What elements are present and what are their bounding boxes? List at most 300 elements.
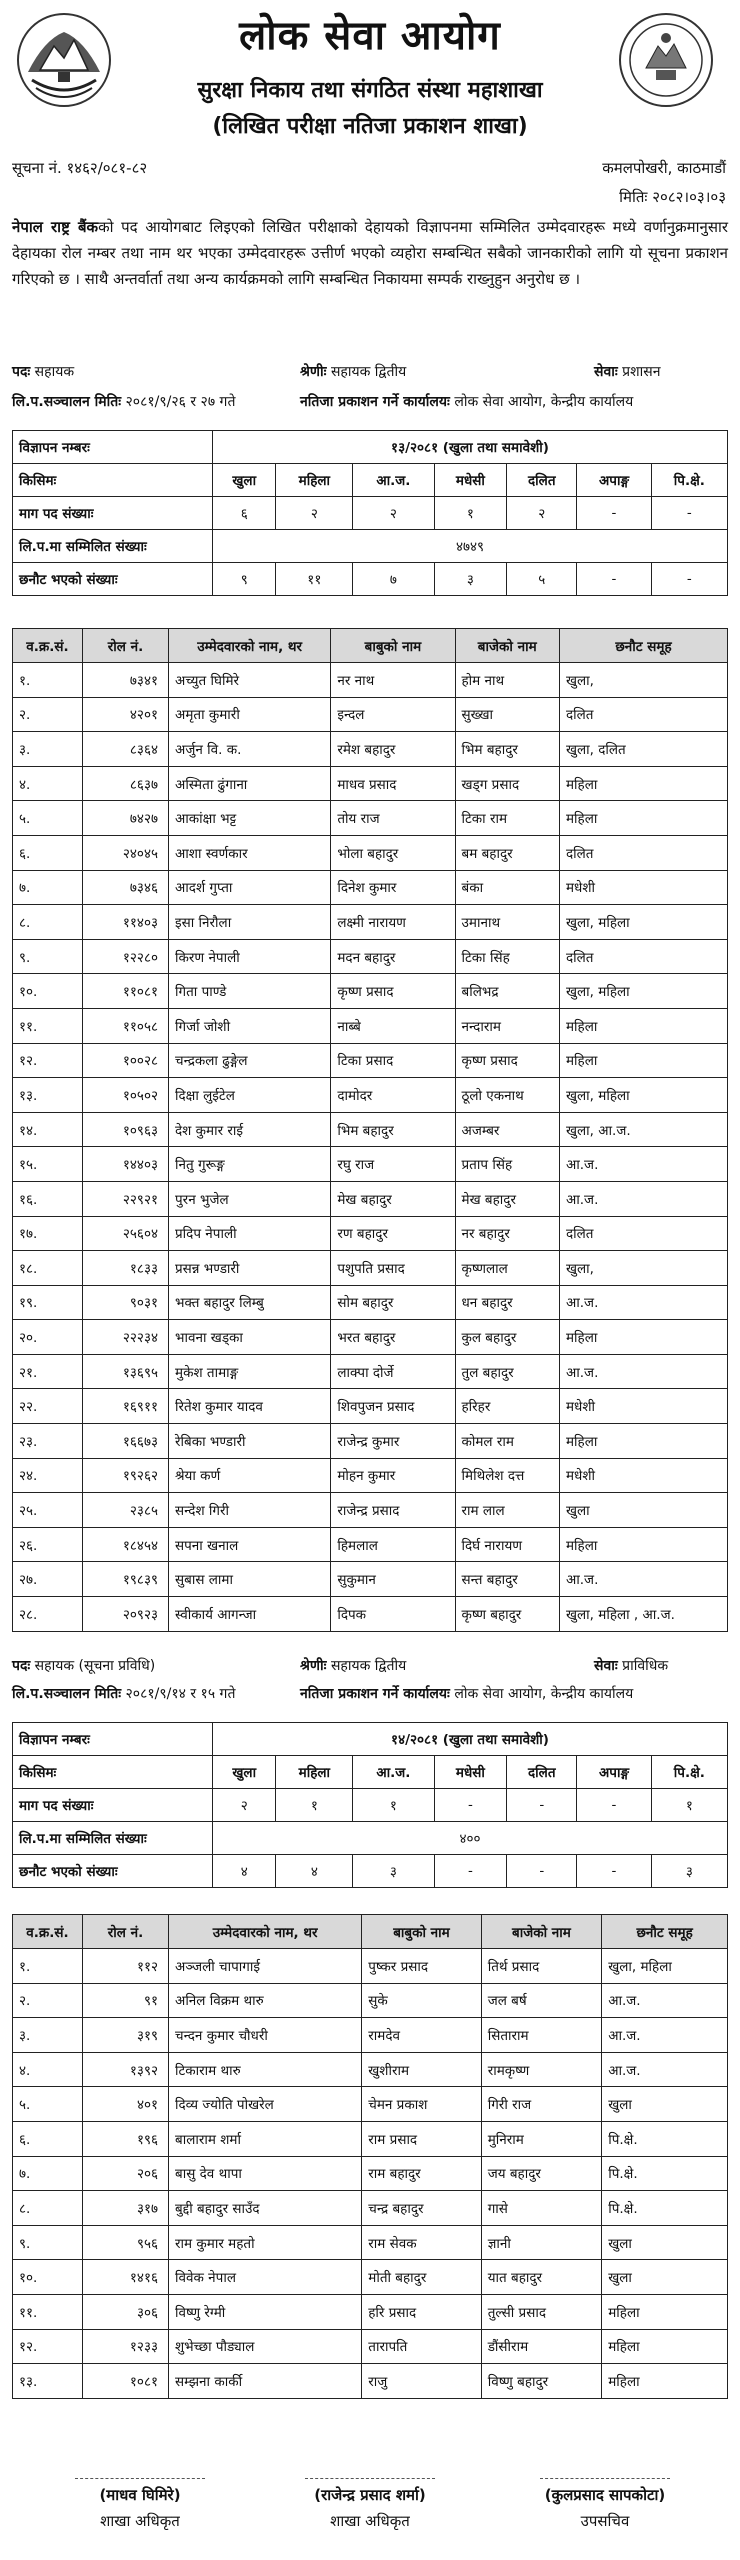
selected-group: खुला, महिला bbox=[559, 905, 727, 940]
category-header: खुला bbox=[213, 1756, 276, 1789]
adv-number: १४/२०८१ (खुला तथा समावेशी) bbox=[213, 1723, 728, 1756]
serial-number: १०. bbox=[13, 2260, 83, 2295]
selected-group: आ.ज. bbox=[559, 1181, 727, 1216]
table-row bbox=[13, 2294, 728, 2329]
roll-number: २०९२३ bbox=[83, 1597, 169, 1632]
father-name: सुके bbox=[362, 1983, 481, 2018]
table-row bbox=[13, 2225, 728, 2260]
serial-number: २२. bbox=[13, 1389, 83, 1424]
father-name: टिका प्रसाद bbox=[331, 1043, 455, 1078]
notice-date: मितिः २०८२।०३।०३ bbox=[619, 188, 726, 206]
selected-count: - bbox=[577, 563, 651, 596]
candidate-name: बालाराम शर्मा bbox=[169, 2121, 362, 2156]
demand-label: माग पद संख्याः bbox=[13, 497, 213, 530]
column-header: रोल नं. bbox=[83, 1915, 169, 1949]
signatory-post: शाखा अधिकृत bbox=[100, 2512, 180, 2530]
selected-group: खुला bbox=[602, 2087, 728, 2122]
demand-label: माग पद संख्याः bbox=[13, 1789, 213, 1822]
candidate-name: देश कुमार राई bbox=[169, 1112, 331, 1147]
selected-group: दलित bbox=[559, 697, 727, 732]
signatory-name: (कुलप्रसाद सापकोटा) bbox=[544, 2486, 666, 2504]
grandfather-name: टिका राम bbox=[455, 801, 559, 836]
type-label: किसिमः bbox=[13, 1756, 213, 1789]
category-header: अपाङ्ग bbox=[577, 464, 651, 497]
serial-number: ९. bbox=[13, 2225, 83, 2260]
selected-count: ३ bbox=[353, 1855, 434, 1888]
candidate-name: अञ्जली चापागाई bbox=[169, 1949, 362, 1984]
table-row bbox=[13, 1285, 728, 1320]
g2-exam-date: लि.प.सञ्चालन मितिः २०८१/९/१४ र १५ गते bbox=[12, 1686, 236, 1702]
selected-count: ३ bbox=[434, 563, 507, 596]
roll-number: ९०३१ bbox=[83, 1285, 169, 1320]
section-title: सुरक्षा निकाय तथा संगठित संस्था महाशाखा bbox=[197, 78, 543, 103]
g1-service: सेवाः प्रशासन bbox=[594, 364, 661, 380]
roll-number: २२९२१ bbox=[83, 1181, 169, 1216]
org-title: लोक सेवा आयोग bbox=[239, 13, 501, 59]
intro-paragraph bbox=[12, 214, 728, 292]
appeared-count: ४७४९ bbox=[213, 530, 728, 563]
grandfather-name: गासे bbox=[481, 2191, 602, 2226]
roll-number: २३८५ bbox=[83, 1493, 169, 1528]
roll-number: ३१९ bbox=[83, 2018, 169, 2053]
demand-count: - bbox=[577, 1789, 651, 1822]
nepal-emblem-icon bbox=[14, 10, 114, 110]
roll-number: ७३४६ bbox=[83, 870, 169, 905]
candidate-name: बासु देव थापा bbox=[169, 2156, 362, 2191]
serial-number: १२. bbox=[13, 1043, 83, 1078]
father-name: दिपक bbox=[331, 1597, 455, 1632]
grandfather-name: ज्ञानी bbox=[481, 2225, 602, 2260]
grandfather-name: गिरी राज bbox=[481, 2087, 602, 2122]
candidate-name: दिव्य ज्योति पोखरेल bbox=[169, 2087, 362, 2122]
selected-group: आ.ज. bbox=[559, 1562, 727, 1597]
selected-group: मधेशी bbox=[559, 1458, 727, 1493]
candidate-name: गिता पाण्डे bbox=[169, 974, 331, 1009]
category-header: दलित bbox=[507, 464, 577, 497]
table-row bbox=[13, 2018, 728, 2053]
candidate-name: मुकेश तामाङ्ग bbox=[169, 1354, 331, 1389]
father-name: राजेन्द्र कुमार bbox=[331, 1424, 455, 1459]
grandfather-name: होम नाथ bbox=[455, 663, 559, 698]
table-row bbox=[13, 1320, 728, 1355]
column-header: बाजेको नाम bbox=[455, 629, 559, 663]
table-row bbox=[13, 1078, 728, 1113]
candidate-name: शुभेच्छा पौड्याल bbox=[169, 2329, 362, 2364]
demand-count: २ bbox=[507, 497, 577, 530]
selected-label: छनौट भएको संख्याः bbox=[13, 563, 213, 596]
father-name: इन्दल bbox=[331, 697, 455, 732]
demand-count: १ bbox=[434, 497, 507, 530]
selected-group: महिला bbox=[602, 2329, 728, 2364]
demand-count: २ bbox=[353, 497, 434, 530]
father-name: भिम बहादुर bbox=[331, 1112, 455, 1147]
father-name: भरत बहादुर bbox=[331, 1320, 455, 1355]
serial-number: १३. bbox=[13, 2364, 83, 2399]
father-name: माधव प्रसाद bbox=[331, 766, 455, 801]
g1-office: नतिजा प्रकाशन गर्ने कार्यालयः लोक सेवा आयोग, केन्द्रीय कार्यालय bbox=[300, 394, 634, 410]
demand-count: - bbox=[434, 1789, 507, 1822]
grandfather-name: धन बहादुर bbox=[455, 1285, 559, 1320]
candidate-name: चन्द्रकला ढुङ्गेल bbox=[169, 1043, 331, 1078]
grandfather-name: कृष्ण बहादुर bbox=[455, 1597, 559, 1632]
grandfather-name: ठूलो एकनाथ bbox=[455, 1078, 559, 1113]
selected-group: खुला bbox=[602, 2260, 728, 2295]
subsection-title: (लिखित परीक्षा नतिजा प्रकाशन शाखा) bbox=[212, 114, 528, 139]
column-header: व.क्र.सं. bbox=[13, 1915, 83, 1949]
candidate-name: अस्मिता ढुंगाना bbox=[169, 766, 331, 801]
signature-2 bbox=[270, 2478, 470, 2531]
selected-group: महिला bbox=[559, 801, 727, 836]
father-name: मोती बहादुर bbox=[362, 2260, 481, 2295]
father-name: चेमन प्रकाश bbox=[362, 2087, 481, 2122]
father-name: नर नाथ bbox=[331, 663, 455, 698]
grandfather-name: खड्ग प्रसाद bbox=[455, 766, 559, 801]
column-header: बाबुको नाम bbox=[362, 1915, 481, 1949]
candidate-name: सुबास लामा bbox=[169, 1562, 331, 1597]
father-name: सुकुमान bbox=[331, 1562, 455, 1597]
table-row bbox=[13, 1597, 728, 1632]
candidate-name: इसा निरौला bbox=[169, 905, 331, 940]
selected-count: - bbox=[507, 1855, 577, 1888]
serial-number: ८. bbox=[13, 2191, 83, 2226]
selected-group: महिला bbox=[559, 1527, 727, 1562]
serial-number: १४. bbox=[13, 1112, 83, 1147]
table-row bbox=[13, 1389, 728, 1424]
candidate-name: भावना खड्का bbox=[169, 1320, 331, 1355]
grandfather-name: तुल बहादुर bbox=[455, 1354, 559, 1389]
roll-number: १०९६३ bbox=[83, 1112, 169, 1147]
table-row bbox=[13, 939, 728, 974]
table-row bbox=[13, 1458, 728, 1493]
roll-number: ४२०१ bbox=[83, 697, 169, 732]
table-row bbox=[13, 1354, 728, 1389]
table-row bbox=[13, 2156, 728, 2191]
roll-number: ८६३७ bbox=[83, 766, 169, 801]
table-row bbox=[13, 2260, 728, 2295]
grandfather-name: जय बहादुर bbox=[481, 2156, 602, 2191]
grandfather-name: दिर्घ नारायण bbox=[455, 1527, 559, 1562]
selected-group: आ.ज. bbox=[559, 1354, 727, 1389]
father-name: पुष्कर प्रसाद bbox=[362, 1949, 481, 1984]
candidate-name: रेबिका भण्डारी bbox=[169, 1424, 331, 1459]
table-row bbox=[13, 905, 728, 940]
table-row bbox=[13, 1112, 728, 1147]
roll-number: ७४२७ bbox=[83, 801, 169, 836]
selected-group: महिला bbox=[559, 766, 727, 801]
roll-number: १३९२ bbox=[83, 2052, 169, 2087]
roll-number: १०५०२ bbox=[83, 1078, 169, 1113]
column-header: उम्मेदवारको नाम, थर bbox=[169, 629, 331, 663]
candidate-name: प्रसन्न भण्डारी bbox=[169, 1251, 331, 1286]
table-row bbox=[13, 1181, 728, 1216]
selected-group: खुला bbox=[602, 2225, 728, 2260]
table-row bbox=[13, 766, 728, 801]
serial-number: २३. bbox=[13, 1424, 83, 1459]
category-header: मधेसी bbox=[434, 464, 507, 497]
g1-class: श्रेणीः सहायक द्वितीय bbox=[300, 364, 407, 380]
selected-count: ९ bbox=[213, 563, 276, 596]
demand-count: १ bbox=[651, 1789, 727, 1822]
candidate-name: भक्त बहादुर लिम्बु bbox=[169, 1285, 331, 1320]
table-row bbox=[13, 801, 728, 836]
g1-exam-date: लि.प.सञ्चालन मितिः २०८१/९/२६ र २७ गते bbox=[12, 394, 236, 410]
roll-number: १२३३ bbox=[83, 2329, 169, 2364]
selected-group: महिला bbox=[602, 2294, 728, 2329]
table-row bbox=[13, 1562, 728, 1597]
roll-number: २०६ bbox=[83, 2156, 169, 2191]
candidate-name: किरण नेपाली bbox=[169, 939, 331, 974]
selected-group: मधेशी bbox=[559, 1389, 727, 1424]
candidate-name: सपना खनाल bbox=[169, 1527, 331, 1562]
candidate-name: श्रेया कर्ण bbox=[169, 1458, 331, 1493]
roll-number: ९५६ bbox=[83, 2225, 169, 2260]
grandfather-name: तुल्सी प्रसाद bbox=[481, 2294, 602, 2329]
candidate-name: टिकाराम थारु bbox=[169, 2052, 362, 2087]
grandfather-name: हरिहर bbox=[455, 1389, 559, 1424]
selected-group: मधेशी bbox=[559, 870, 727, 905]
serial-number: २७. bbox=[13, 1562, 83, 1597]
roll-number: १३६९५ bbox=[83, 1354, 169, 1389]
table-row bbox=[13, 1527, 728, 1562]
grandfather-name: विष्णु बहादुर bbox=[481, 2364, 602, 2399]
table-row bbox=[13, 732, 728, 767]
grandfather-name: जल बर्ष bbox=[481, 1983, 602, 2018]
table-row bbox=[13, 1424, 728, 1459]
signatory-post: शाखा अधिकृत bbox=[330, 2512, 410, 2530]
category-header: खुला bbox=[213, 464, 276, 497]
column-header: बाजेको नाम bbox=[481, 1915, 602, 1949]
table-row bbox=[13, 1983, 728, 2018]
appeared-label: लि.प.मा सम्मिलित संख्याः bbox=[13, 530, 213, 563]
table-row bbox=[13, 1216, 728, 1251]
father-name: लाक्पा दोर्जे bbox=[331, 1354, 455, 1389]
intro-org: नेपाल राष्ट्र बैंक bbox=[12, 218, 99, 236]
selected-group: खुला, महिला bbox=[559, 974, 727, 1009]
demand-count: २ bbox=[213, 1789, 276, 1822]
candidate-name: दिक्षा लुईटेल bbox=[169, 1078, 331, 1113]
roll-number: २२२३४ bbox=[83, 1320, 169, 1355]
candidate-name: विवेक नेपाल bbox=[169, 2260, 362, 2295]
roll-number: ३१७ bbox=[83, 2191, 169, 2226]
father-name: हरि प्रसाद bbox=[362, 2294, 481, 2329]
selected-group: आ.ज. bbox=[559, 1147, 727, 1182]
selected-count: - bbox=[434, 1855, 507, 1888]
serial-number: २८. bbox=[13, 1597, 83, 1632]
father-name: राजेन्द्र प्रसाद bbox=[331, 1493, 455, 1528]
selected-group: महिला bbox=[559, 1043, 727, 1078]
roll-number: १०८१ bbox=[83, 2364, 169, 2399]
grandfather-name: नर बहादुर bbox=[455, 1216, 559, 1251]
selected-group: दलित bbox=[559, 939, 727, 974]
candidate-name: आकांक्षा भट्ट bbox=[169, 801, 331, 836]
selected-group: खुला, bbox=[559, 1251, 727, 1286]
grandfather-name: सन्त बहादुर bbox=[455, 1562, 559, 1597]
type-label: किसिमः bbox=[13, 464, 213, 497]
selected-count: ७ bbox=[353, 563, 434, 596]
roll-number: १६६७३ bbox=[83, 1424, 169, 1459]
candidate-name: सन्देश गिरी bbox=[169, 1493, 331, 1528]
father-name: रघु राज bbox=[331, 1147, 455, 1182]
serial-number: ३. bbox=[13, 2018, 83, 2053]
grandfather-name: रामकृष्ण bbox=[481, 2052, 602, 2087]
serial-number: ३. bbox=[13, 732, 83, 767]
signatory-name: (माधव घिमिरे) bbox=[99, 2486, 181, 2504]
table-row bbox=[13, 2329, 728, 2364]
serial-number: २. bbox=[13, 697, 83, 732]
g2-office: नतिजा प्रकाशन गर्ने कार्यालयः लोक सेवा आयोग, केन्द्रीय कार्यालय bbox=[300, 1686, 634, 1702]
serial-number: १३. bbox=[13, 1078, 83, 1113]
grandfather-name: बलिभद्र bbox=[455, 974, 559, 1009]
roll-number: ३०६ bbox=[83, 2294, 169, 2329]
father-name: मेख बहादुर bbox=[331, 1181, 455, 1216]
appeared-count: ४०० bbox=[213, 1822, 728, 1855]
table-row bbox=[13, 2191, 728, 2226]
father-name: नाब्बे bbox=[331, 1008, 455, 1043]
candidate-name: पुरन भुजेल bbox=[169, 1181, 331, 1216]
grandfather-name: कृष्ण प्रसाद bbox=[455, 1043, 559, 1078]
candidate-name: अच्युत घिमिरे bbox=[169, 663, 331, 698]
candidate-name: प्रदिप नेपाली bbox=[169, 1216, 331, 1251]
table-row bbox=[13, 1493, 728, 1528]
g1-info-table bbox=[12, 430, 728, 596]
grandfather-name: राम लाल bbox=[455, 1493, 559, 1528]
grandfather-name: बम बहादुर bbox=[455, 835, 559, 870]
father-name: लक्ष्मी नारायण bbox=[331, 905, 455, 940]
serial-number: ९. bbox=[13, 939, 83, 974]
father-name: दिनेश कुमार bbox=[331, 870, 455, 905]
serial-number: १. bbox=[13, 663, 83, 698]
table-row bbox=[13, 1043, 728, 1078]
demand-count: - bbox=[651, 497, 727, 530]
roll-number: ७३४१ bbox=[83, 663, 169, 698]
grandfather-name: मिथिलेश दत्त bbox=[455, 1458, 559, 1493]
grandfather-name: प्रताप सिंह bbox=[455, 1147, 559, 1182]
candidate-name: आशा स्वर्णकार bbox=[169, 835, 331, 870]
father-name: दामोदर bbox=[331, 1078, 455, 1113]
selected-group: महिला bbox=[559, 1320, 727, 1355]
grandfather-name: अजम्बर bbox=[455, 1112, 559, 1147]
demand-count: १ bbox=[276, 1789, 353, 1822]
grandfather-name: नन्दाराम bbox=[455, 1008, 559, 1043]
serial-number: ११. bbox=[13, 2294, 83, 2329]
demand-count: - bbox=[577, 497, 651, 530]
father-name: चन्द्र बहादुर bbox=[362, 2191, 481, 2226]
roll-number: १८४५४ bbox=[83, 1527, 169, 1562]
roll-number: ८३६४ bbox=[83, 732, 169, 767]
table-row bbox=[13, 1251, 728, 1286]
father-name: पशुपति प्रसाद bbox=[331, 1251, 455, 1286]
category-header: आ.ज. bbox=[353, 1756, 434, 1789]
candidate-name: गिर्जा जोशी bbox=[169, 1008, 331, 1043]
adv-number: १३/२०८१ (खुला तथा समावेशी) bbox=[213, 431, 728, 464]
table-row bbox=[13, 1949, 728, 1984]
selected-group: आ.ज. bbox=[602, 2052, 728, 2087]
selected-group: खुला, महिला bbox=[602, 1949, 728, 1984]
selected-count: ३ bbox=[651, 1855, 727, 1888]
grandfather-name: कोमल राम bbox=[455, 1424, 559, 1459]
roll-number: ११४०३ bbox=[83, 905, 169, 940]
category-header: आ.ज. bbox=[353, 464, 434, 497]
selected-group: दलित bbox=[559, 1216, 727, 1251]
grandfather-name: डौंसीराम bbox=[481, 2329, 602, 2364]
roll-number: १८३३ bbox=[83, 1251, 169, 1286]
candidate-name: विष्णु रेग्मी bbox=[169, 2294, 362, 2329]
candidate-name: चन्दन कुमार चौधरी bbox=[169, 2018, 362, 2053]
serial-number: ४. bbox=[13, 2052, 83, 2087]
selected-group: महिला bbox=[559, 1424, 727, 1459]
adv-label: विज्ञापन नम्बरः bbox=[13, 1723, 213, 1756]
roll-number: १९८३९ bbox=[83, 1562, 169, 1597]
father-name: रामदेव bbox=[362, 2018, 481, 2053]
grandfather-name: कृष्णलाल bbox=[455, 1251, 559, 1286]
column-header: रोल नं. bbox=[83, 629, 169, 663]
father-name: तोय राज bbox=[331, 801, 455, 836]
serial-number: ४. bbox=[13, 766, 83, 801]
g2-results-table bbox=[12, 1914, 728, 2399]
demand-count: - bbox=[507, 1789, 577, 1822]
signature-3 bbox=[505, 2478, 705, 2531]
serial-number: ११. bbox=[13, 1008, 83, 1043]
location: कमलपोखरी, काठमाडौं bbox=[602, 159, 726, 177]
selected-group: खुला, दलित bbox=[559, 732, 727, 767]
serial-number: १९. bbox=[13, 1285, 83, 1320]
selected-group: पि.क्षे. bbox=[602, 2156, 728, 2191]
candidate-name: स्वीकार्य आगन्जा bbox=[169, 1597, 331, 1632]
father-name: खुशीराम bbox=[362, 2052, 481, 2087]
g2-class: श्रेणीः सहायक द्वितीय bbox=[300, 1658, 407, 1674]
serial-number: १५. bbox=[13, 1147, 83, 1182]
category-header: महिला bbox=[276, 464, 353, 497]
category-header: दलित bbox=[507, 1756, 577, 1789]
father-name: सोम बहादुर bbox=[331, 1285, 455, 1320]
selected-group: दलित bbox=[559, 835, 727, 870]
father-name: कृष्ण प्रसाद bbox=[331, 974, 455, 1009]
serial-number: ६. bbox=[13, 835, 83, 870]
grandfather-name: बंका bbox=[455, 870, 559, 905]
roll-number: ११२ bbox=[83, 1949, 169, 1984]
selected-count: ४ bbox=[213, 1855, 276, 1888]
candidate-name: रितेश कुमार यादव bbox=[169, 1389, 331, 1424]
candidate-name: नितु गुरूङ्ग bbox=[169, 1147, 331, 1182]
appeared-label: लि.प.मा सम्मिलित संख्याः bbox=[13, 1822, 213, 1855]
psc-seal-icon bbox=[616, 10, 716, 110]
grandfather-name: कुल बहादुर bbox=[455, 1320, 559, 1355]
selected-group: खुला, महिला , आ.ज. bbox=[559, 1597, 727, 1632]
serial-number: ७. bbox=[13, 2156, 83, 2191]
serial-number: १०. bbox=[13, 974, 83, 1009]
intro-text: को पद आयोगबाट लिइएको लिखित परीक्षाको देहायको विज्ञापनमा सम्मिलित उम्मेदवारहरू मध्ये वर्णानुक्रमानुसार देहायका रोल नम्बर तथा नाम थर भएका उम्मेदवारहरू उत्तीर्ण भएको व्यहोरा सम्बन्धित सबैको जानकारीको लागि यो सूचना प्रकाशन गरिएको छ । साथै अन्तर्वार्ता तथा अन्य कार्यक्रमको लागि सम्बन्धित निकायमा सम्पर्क राख्नुहुन अनुरोध छ । bbox=[12, 218, 728, 288]
table-row bbox=[13, 1147, 728, 1182]
selected-group: आ.ज. bbox=[602, 1983, 728, 2018]
serial-number: १८. bbox=[13, 1251, 83, 1286]
grandfather-name: मुनिराम bbox=[481, 2121, 602, 2156]
table-row bbox=[13, 663, 728, 698]
grandfather-name: भिम बहादुर bbox=[455, 732, 559, 767]
category-header: महिला bbox=[276, 1756, 353, 1789]
selected-label: छनौट भएको संख्याः bbox=[13, 1855, 213, 1888]
grandfather-name: सुख्खा bbox=[455, 697, 559, 732]
selected-group: महिला bbox=[602, 2364, 728, 2399]
serial-number: २४. bbox=[13, 1458, 83, 1493]
g2-post: पदः सहायक (सूचना प्रविधि) bbox=[12, 1658, 156, 1674]
serial-number: २०. bbox=[13, 1320, 83, 1355]
selected-group: खुला, bbox=[559, 663, 727, 698]
serial-number: २५. bbox=[13, 1493, 83, 1528]
candidate-name: अमृता कुमारी bbox=[169, 697, 331, 732]
roll-number: ४०१ bbox=[83, 2087, 169, 2122]
grandfather-name: टिका सिंह bbox=[455, 939, 559, 974]
father-name: रण बहादुर bbox=[331, 1216, 455, 1251]
